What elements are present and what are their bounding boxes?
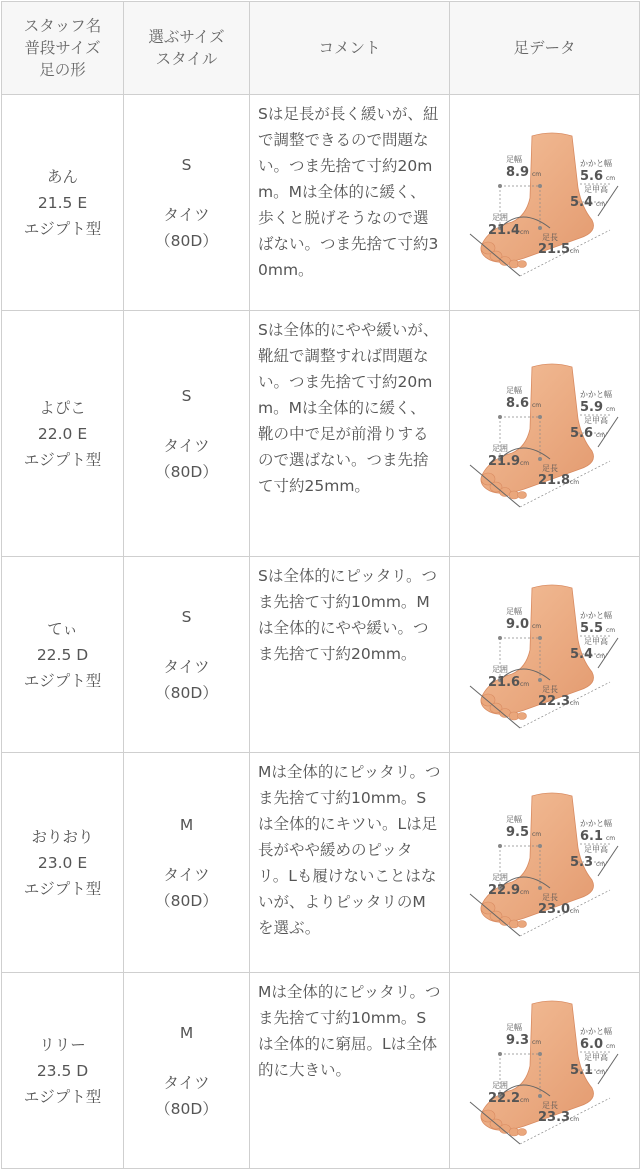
table-row [2, 311, 640, 557]
header-choose-line1: 選ぶサイズ [148, 28, 225, 46]
width-label: 足幅 [505, 154, 522, 164]
comment-cell: Mは全体的にピッタリ。つま先捨て寸約10mm。Sは全体的に窮屈。Lは全体的に大きい。 [250, 973, 450, 1169]
width-label: 足幅 [505, 385, 522, 395]
comment-cell: Mは全体的にピッタリ。つま先捨て寸約10mm。Sは全体的にキツい。Lは足長がやや緩めのピッタリ。Lも履けないことはないが、よりピッタリのMを選ぶ。 [250, 753, 450, 973]
heel-unit: cm [605, 174, 615, 182]
header-comment [250, 2, 450, 95]
usual-size: 21.5 E [37, 193, 88, 212]
width-value: 9.5 [505, 824, 529, 840]
girth-label: 足囲 [491, 443, 508, 453]
staff-name: てぃ [47, 619, 78, 638]
staff-name: リリー [39, 1035, 86, 1054]
instep-unit: cm [595, 1068, 605, 1076]
instep-unit: cm [595, 431, 605, 439]
girth-value: 21.9 [487, 453, 520, 469]
length-label: 足長 [541, 1100, 558, 1110]
chosen-size: S [181, 155, 192, 174]
foot-illustration [460, 996, 630, 1146]
style-line1: タイツ [163, 1073, 210, 1092]
length-value: 23.3 [537, 1109, 570, 1125]
width-unit: cm [531, 1038, 541, 1046]
table-row [2, 95, 640, 311]
chosen-cell [124, 753, 250, 973]
heel-unit: cm [605, 405, 615, 413]
heel-unit: cm [605, 626, 615, 634]
staff-name: よぴこ [39, 398, 86, 417]
length-label: 足長 [541, 684, 558, 694]
width-value: 8.9 [505, 164, 529, 180]
header-footdata-label: 足データ [513, 39, 576, 57]
header-staff [2, 2, 124, 95]
chosen-cell [124, 95, 250, 311]
chosen-cell [124, 557, 250, 753]
table-row [2, 973, 640, 1169]
header-choose [124, 2, 250, 95]
usual-size: 23.5 D [36, 1061, 89, 1080]
heel-label: かかと幅 [579, 158, 612, 168]
girth-value: 21.6 [487, 674, 520, 690]
chosen-cell [124, 311, 250, 557]
style-line1: タイツ [163, 657, 210, 676]
staff-cell [2, 311, 124, 557]
length-value: 21.5 [537, 241, 570, 257]
fit-comparison-table [1, 1, 640, 1169]
foot-data-cell [450, 753, 640, 973]
comment-cell: Sは全体的にピッタリ。つま先捨て寸約10mm。Mは全体的にやや緩い。つま先捨て寸約20mm。 [250, 557, 450, 753]
foot-data-cell [450, 311, 640, 557]
header-staff-line3: 足の形 [39, 61, 86, 79]
girth-unit: cm [519, 888, 529, 896]
instep-value: 5.6 [569, 425, 593, 441]
comment-cell: Sは全体的にやや緩いが、靴紐で調整すれば問題ない。つま先捨て寸約20mm。Mは全体的に緩く、靴の中で足が前滑りするので選ばない。つま先捨て寸約25mm。 [250, 311, 450, 557]
foot-shape: エジプト型 [23, 1087, 102, 1106]
heel-value: 5.9 [579, 399, 603, 415]
width-label: 足幅 [505, 1022, 522, 1032]
header-choose-line2: スタイル [155, 50, 218, 68]
girth-value: 21.4 [487, 222, 520, 238]
width-value: 8.6 [505, 395, 529, 411]
length-unit: cm [569, 478, 579, 486]
foot-shape: エジプト型 [23, 879, 102, 898]
foot-data-cell [450, 973, 640, 1169]
table-row [2, 557, 640, 753]
instep-unit: cm [595, 200, 605, 208]
length-unit: cm [569, 699, 579, 707]
foot-illustration [460, 128, 630, 278]
style-line1: タイツ [163, 205, 210, 224]
length-value: 21.8 [537, 472, 570, 488]
header-row [2, 2, 640, 95]
foot-illustration [460, 359, 630, 509]
chosen-size: M [179, 1023, 194, 1042]
staff-cell [2, 95, 124, 311]
heel-value: 6.1 [579, 828, 603, 844]
width-value: 9.3 [505, 1032, 529, 1048]
girth-label: 足囲 [491, 872, 508, 882]
table-row [2, 753, 640, 973]
staff-name: おりおり [31, 827, 94, 846]
style-line2: （80D） [155, 231, 218, 250]
instep-value: 5.4 [569, 646, 593, 662]
instep-unit: cm [595, 652, 605, 660]
style-line2: （80D） [155, 891, 218, 910]
header-comment-label: コメント [318, 39, 381, 57]
chosen-cell [124, 973, 250, 1169]
header-staff-line1: スタッフ名 [23, 17, 102, 35]
girth-unit: cm [519, 459, 529, 467]
girth-label: 足囲 [491, 212, 508, 222]
instep-label: 足甲高 [583, 184, 608, 194]
usual-size: 22.5 D [36, 645, 89, 664]
instep-value: 5.3 [569, 854, 593, 870]
width-value: 9.0 [505, 616, 529, 632]
girth-label: 足囲 [491, 664, 508, 674]
foot-illustration [460, 580, 630, 730]
girth-value: 22.9 [487, 882, 520, 898]
length-value: 23.0 [537, 901, 570, 917]
girth-unit: cm [519, 680, 529, 688]
style-line1: タイツ [163, 436, 210, 455]
staff-cell [2, 557, 124, 753]
instep-label: 足甲高 [583, 1052, 608, 1062]
chosen-size: S [181, 386, 192, 405]
width-unit: cm [531, 401, 541, 409]
header-footdata [450, 2, 640, 95]
length-value: 22.3 [537, 693, 570, 709]
heel-value: 5.6 [579, 168, 603, 184]
girth-unit: cm [519, 1096, 529, 1104]
heel-value: 6.0 [579, 1036, 603, 1052]
length-unit: cm [569, 247, 579, 255]
width-unit: cm [531, 830, 541, 838]
instep-unit: cm [595, 860, 605, 868]
foot-shape: エジプト型 [23, 450, 102, 469]
foot-data-cell [450, 557, 640, 753]
length-unit: cm [569, 907, 579, 915]
heel-label: かかと幅 [579, 818, 612, 828]
foot-shape: エジプト型 [23, 219, 102, 238]
instep-label: 足甲高 [583, 844, 608, 854]
width-label: 足幅 [505, 814, 522, 824]
length-label: 足長 [541, 232, 558, 242]
instep-value: 5.4 [569, 194, 593, 210]
heel-unit: cm [605, 1042, 615, 1050]
style-line2: （80D） [155, 462, 218, 481]
heel-label: かかと幅 [579, 610, 612, 620]
chosen-size: M [179, 815, 194, 834]
heel-value: 5.5 [579, 620, 603, 636]
usual-size: 23.0 E [37, 853, 88, 872]
heel-label: かかと幅 [579, 389, 612, 399]
girth-unit: cm [519, 228, 529, 236]
usual-size: 22.0 E [37, 424, 88, 443]
style-line2: （80D） [155, 683, 218, 702]
heel-label: かかと幅 [579, 1026, 612, 1036]
instep-value: 5.1 [569, 1062, 593, 1078]
comment-cell: Sは足長が長く緩いが、紐で調整できるので問題ない。つま先捨て寸約20mm。Mは全体的に緩く、歩くと脱げそうなので選ばない。つま先捨て寸約30mm。 [250, 95, 450, 311]
foot-data-cell [450, 95, 640, 311]
width-unit: cm [531, 622, 541, 630]
style-line2: （80D） [155, 1099, 218, 1118]
chosen-size: S [181, 607, 192, 626]
width-unit: cm [531, 170, 541, 178]
length-unit: cm [569, 1115, 579, 1123]
foot-shape: エジプト型 [23, 671, 102, 690]
instep-label: 足甲高 [583, 636, 608, 646]
staff-name: あん [46, 167, 78, 186]
foot-illustration [460, 788, 630, 938]
heel-unit: cm [605, 834, 615, 842]
style-line1: タイツ [163, 865, 210, 884]
length-label: 足長 [541, 892, 558, 902]
girth-label: 足囲 [491, 1080, 508, 1090]
instep-label: 足甲高 [583, 415, 608, 425]
staff-cell [2, 753, 124, 973]
staff-cell [2, 973, 124, 1169]
length-label: 足長 [541, 463, 558, 473]
girth-value: 22.2 [487, 1090, 520, 1106]
width-label: 足幅 [505, 606, 522, 616]
header-staff-line2: 普段サイズ [24, 39, 101, 57]
